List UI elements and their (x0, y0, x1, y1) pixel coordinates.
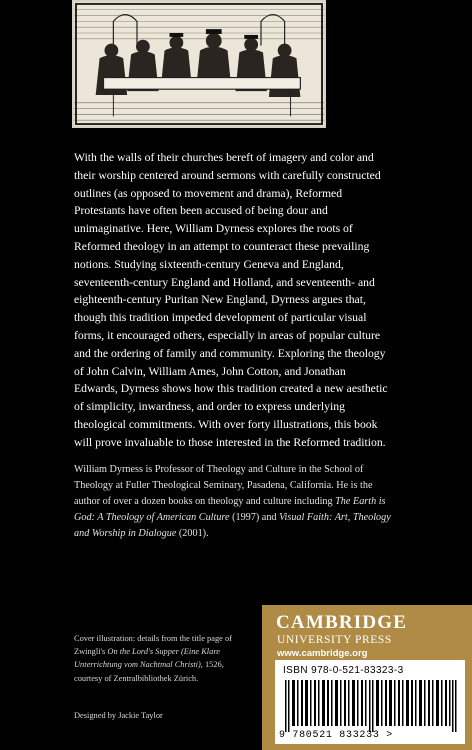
credit-text-2: , 1526, courtesy of Zentralbibliothek Zürich. (74, 660, 224, 683)
cover-illustration-credit (74, 632, 244, 685)
bio-text-3: (2001). (176, 527, 209, 539)
barcode-icon (285, 680, 457, 732)
publisher-url: www.cambridge.org (277, 648, 368, 659)
cover-woodcut-illustration (72, 0, 326, 128)
book-description: With the walls of their churches bereft of imagery and color and their worship centered around sermons with carefully constructed outlines (as opposed to movement and drama), Reformed Protestants have often been accused of being dour and unimaginative. Here, William Dyrness explores the roots of Reformed theology in an attempt to counteract these prevailing notions. Studying sixteenth-century Geneva and England, seventeenth-century England and Holland, and seventeenth- and eighteenth-century Puritan New England, Dyrness argues that, though this tradition impeded development of particular visual forms, it encouraged others, especially in areas of popular culture and the ordering of family and community. Exploring the theology of John Calvin, William Ames, John Cotton, and Jonathan Edwards, Dyrness shows how this tradition created a new aesthetic of simplicity, inwardness, and order to express underlying theological commitments. With over forty illustrations, this book will prove invaluable to those interested in the Reformed tradition. (74, 151, 388, 449)
bio-book-title-1: The Earth is God: A Theology of American Culture (74, 495, 386, 523)
credit-work-title: On the Lord's Supper (Eine Klare Unterrichtung vom Nachtmal Christi) (74, 647, 220, 670)
bio-text-1: William Dyrness is Professor of Theology and Culture in the School of Theology at Fuller Theological Seminary, Pasadena, California. He is the author of over a dozen books on theology and culture including (74, 464, 373, 507)
woodcut-scene (74, 2, 324, 126)
isbn-label: ISBN 978-0-521-83323-3 (283, 665, 404, 676)
credit-text-1: Cover illustration: details from the title page of Zwingli's (74, 634, 232, 657)
designer-credit: Designed by Jackie Taylor (74, 711, 163, 720)
author-bio (74, 462, 392, 542)
bio-book-title-2: Visual Faith: Art, Theology and Worship in Dialogue (74, 511, 391, 539)
publisher-press: UNIVERSITY PRESS (277, 634, 392, 646)
barcode-digits: 9 780521 833233 > (279, 730, 393, 741)
bio-text-2: (1997) and (229, 511, 280, 523)
publisher-name: CAMBRIDGE (276, 612, 408, 633)
isbn-barcode-panel (275, 660, 465, 744)
